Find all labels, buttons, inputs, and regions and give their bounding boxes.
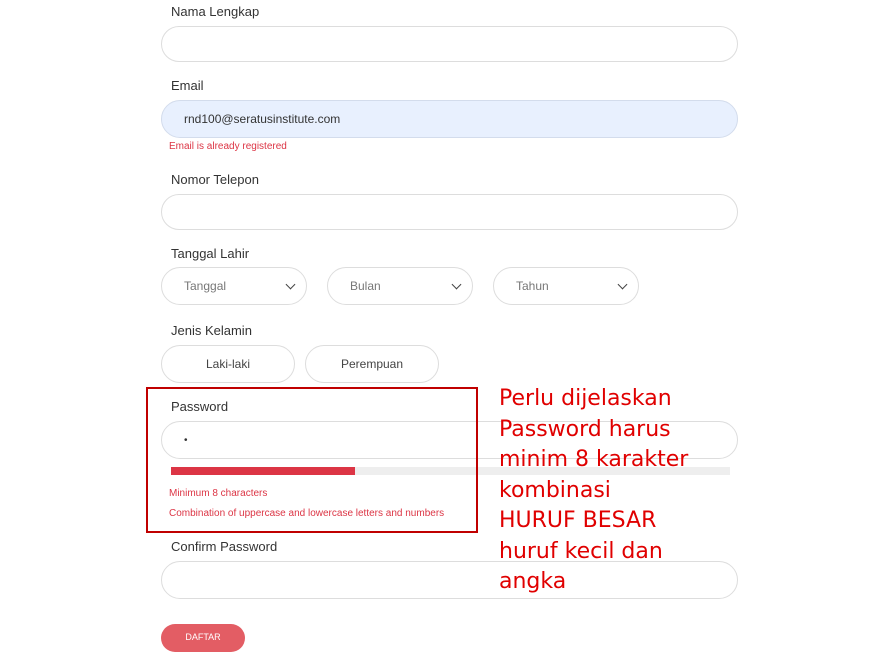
chevron-down-icon (452, 279, 462, 289)
email-error: Email is already registered (169, 141, 287, 152)
annotation-line: HURUF BESAR (499, 508, 657, 533)
chevron-down-icon (618, 279, 628, 289)
phone-input[interactable] (161, 194, 738, 230)
chevron-down-icon (286, 279, 296, 289)
password-input[interactable]: • (161, 421, 738, 459)
gender-label: Jenis Kelamin (171, 323, 252, 338)
gender-male-button[interactable]: Laki-laki (161, 345, 295, 383)
annotation-line: minim 8 karakter (499, 447, 689, 472)
annotation-line: angka (499, 569, 567, 594)
year-select-value: Tahun (516, 279, 549, 293)
annotation-highlight-box (146, 387, 478, 533)
annotation-line: Perlu dijelaskan (499, 386, 672, 411)
password-label: Password (171, 399, 229, 414)
birthdate-label: Tanggal Lahir (171, 246, 250, 261)
password-hint-min: Minimum 8 characters (169, 488, 268, 499)
password-hint-combination: Combination of uppercase and lowercase letters and numbers (169, 508, 445, 519)
month-select-value: Bulan (350, 279, 381, 293)
day-select[interactable] (161, 267, 307, 305)
gender-female-button[interactable]: Perempuan (305, 345, 439, 383)
email-label: Email (171, 78, 204, 93)
year-select[interactable] (493, 267, 639, 305)
email-input[interactable]: rnd100@seratusinstitute.com (161, 100, 738, 138)
confirm-password-label: Confirm Password (171, 539, 278, 554)
annotation-line: Password harus (499, 416, 671, 442)
name-input[interactable] (161, 26, 738, 62)
phone-label: Nomor Telepon (171, 172, 259, 187)
annotation-line: huruf kecil dan (499, 538, 663, 564)
day-select-value: Tanggal (184, 279, 227, 293)
annotation-note (499, 384, 879, 598)
register-button[interactable]: DAFTAR (161, 624, 245, 652)
annotation-line: kombinasi (499, 477, 611, 503)
name-label: Nama Lengkap (171, 4, 260, 19)
month-select[interactable] (327, 267, 473, 305)
